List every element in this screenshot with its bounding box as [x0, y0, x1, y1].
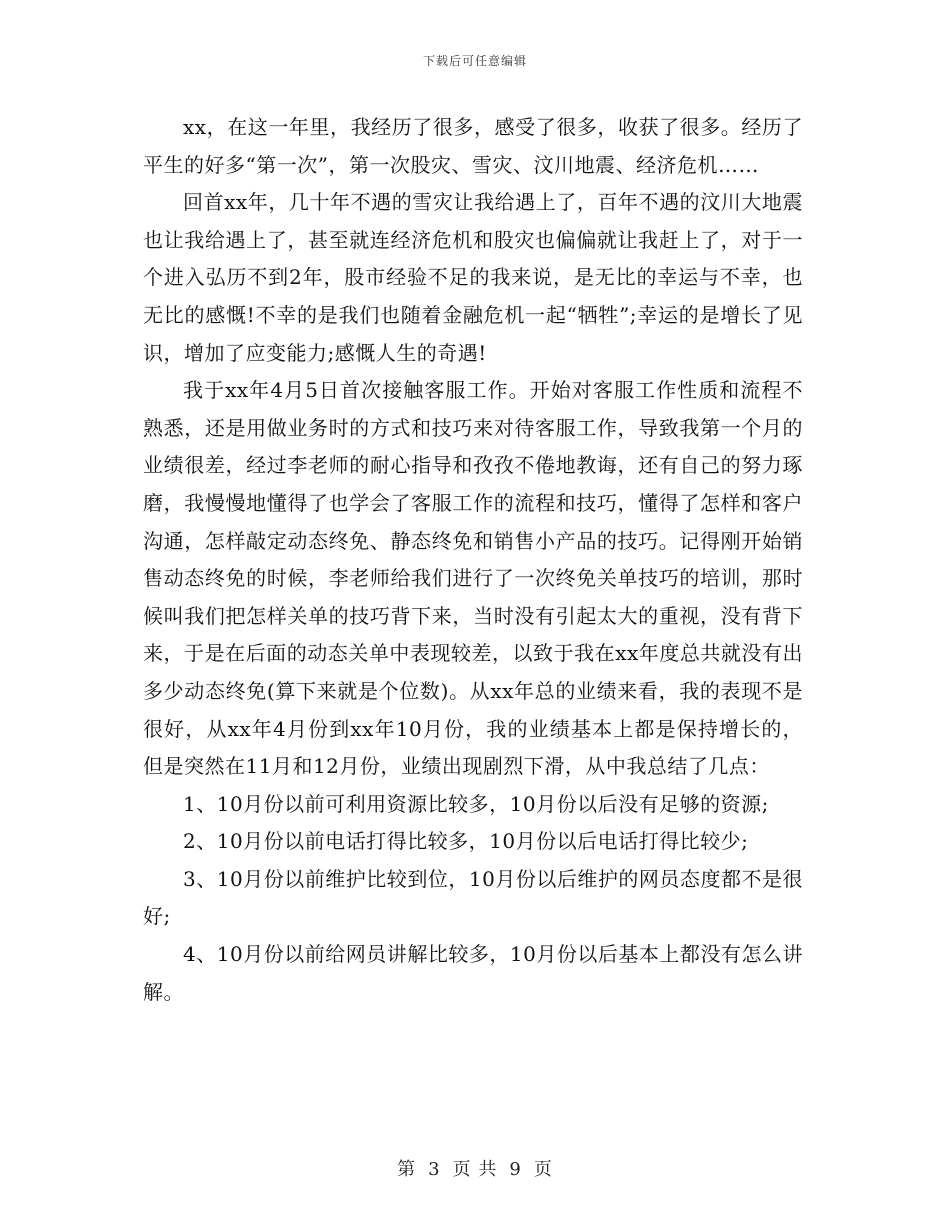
paragraph-customer-service: 我于xx年4月5日首次接触客服工作。开始对客服工作性质和流程不熟悉，还是用做业务时的方式和技巧来对待客服工作，导致我第一个月的业绩很差，经过李老师的耐心指导和孜孜不倦地教诲，还有自己的努力琢磨，我慢慢地懂得了也学会了客服工作的流程和技巧，懂得了怎样和客户沟通，怎样敲定动态终免、静态终免和销售小产品的技巧。记得刚开始销售动态终免的时候，李老师给我们进行了一次终免关单技巧的培训，那时候叫我们把怎样关单的技巧背下来，当时没有引起太大的重视，没有背下来，于是在后面的动态关单中表现较差，以致于我在xx年度总共就没有出多少动态终免(算下来就是个位数)。从xx年总的业绩来看，我的表现不是很好，从xx年4月份到xx年10月份，我的业绩基本上都是保持增长的，但是突然在11月和12月份，业绩出现剧烈下滑，从中我总结了几点： — [143, 378, 803, 779]
total-pages: 9 — [509, 1159, 522, 1180]
page-footer — [0, 1155, 950, 1181]
list-item-point-4: 4、10月份以前给网员讲解比较多，10月份以后基本上都没有怎么讲解。 — [143, 942, 803, 1004]
list-item-point-1: 1、10月份以前可利用资源比较多，10月份以后没有足够的资源; — [183, 791, 769, 816]
page-header-note: 下载后可任意编辑 — [422, 54, 527, 68]
list-item-point-3: 3、10月份以前维护比较到位，10月份以后维护的网员态度都不是很好; — [143, 866, 803, 929]
document-body — [143, 109, 803, 1011]
footer-prefix: 第 — [397, 1159, 417, 1180]
paragraph-review: 回首xx年，几十年不遇的雪灾让我给遇上了，百年不遇的汶川大地震也让我给遇上了，甚至就连经济危机和股灾也偏偏就让我赶上了，对于一个进入弘历不到2年，股市经验不足的我来说，是无比的幸运与不幸，也无比的感慨!不幸的是我们也随着金融危机一起“牺牲”;幸运的是增长了见识，增加了应变能力;感慨人生的奇遇! — [143, 190, 803, 365]
footer-suffix: 页 — [533, 1159, 553, 1180]
footer-middle: 页 共 — [452, 1159, 498, 1180]
list-item-point-2: 2、10月份以前电话打得比较多，10月份以后电话打得比较少; — [183, 829, 749, 854]
page-number: 3 — [428, 1159, 441, 1180]
paragraph-intro: xx，在这一年里，我经历了很多，感受了很多，收获了很多。经历了平生的好多“第一次”，第一次股灾、雪灾、汶川地震、经济危机…… — [143, 115, 803, 177]
